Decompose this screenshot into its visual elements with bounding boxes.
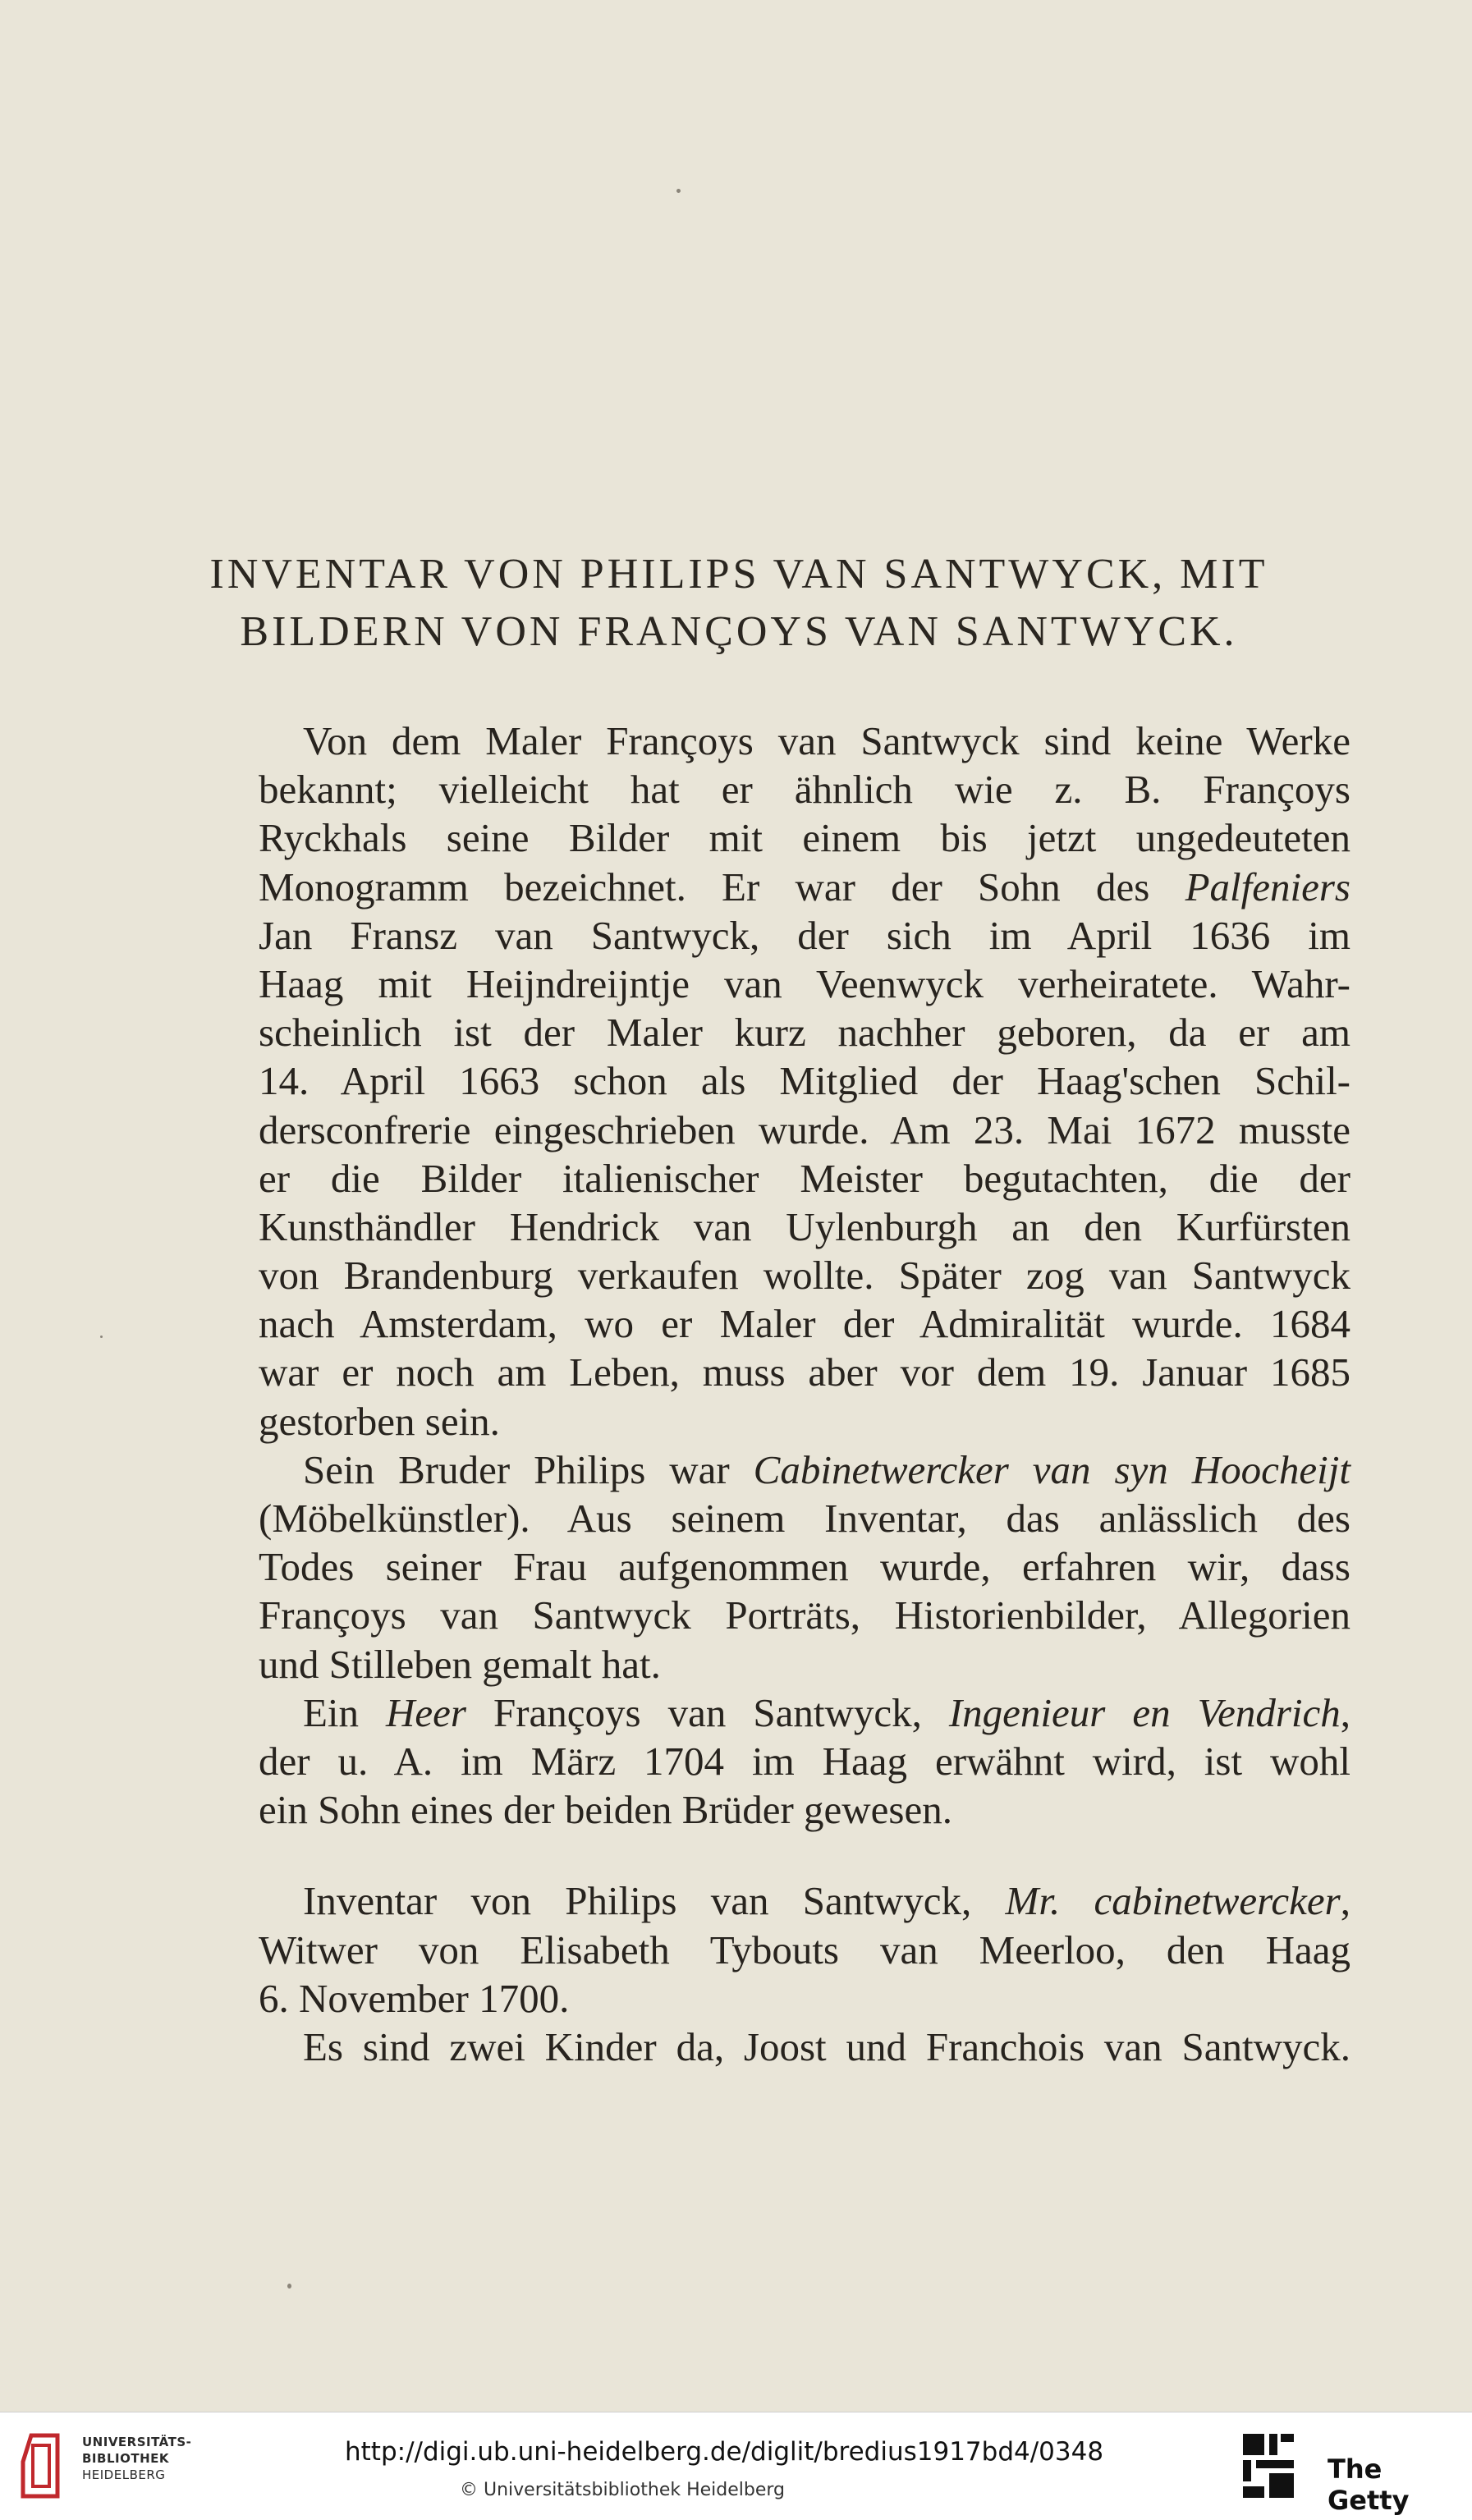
text-line: Von dem Maler Françoys van Santwyck sind keine Werke	[303, 718, 1350, 763]
text-run: Françoys van Santwyck,	[466, 1689, 949, 1735]
text-line: Haag mit Heijndreijntje van Veenwyck verheiratete. Wahr-	[259, 960, 1350, 1006]
text-line	[259, 1876, 1350, 1925]
italic-term: Cabinetwercker van syn Hoocheijt	[753, 1446, 1350, 1492]
paper-speck	[100, 1336, 103, 1338]
page-title-line-1: INVENTAR VON PHILIPS VAN SANTWYCK, MIT	[209, 551, 1268, 598]
text-line: 6. November 1700.	[259, 1975, 570, 2021]
paragraph-gap	[259, 1834, 1350, 1876]
italic-term: Ingenieur en Vendrich	[948, 1689, 1341, 1735]
text-line: gestorben sein.	[259, 1398, 500, 1444]
text-line	[259, 1446, 1350, 1494]
text-line: ein Sohn eines der beiden Brüder gewesen.	[259, 1787, 952, 1833]
italic-term: Palfeniers	[1185, 864, 1350, 909]
page-title-line-2: BILDERN VON FRANÇOYS VAN SANTWYCK.	[240, 608, 1238, 655]
text-line: Françoys van Santwyck Porträts, Historienbilder, Allegorien	[259, 1592, 1350, 1638]
text-line: (Möbelkünstler). Aus seinem Inventar, das anlässlich des	[259, 1496, 1350, 1541]
text-line: scheinlich ist der Maler kurz nachher geboren, da er am	[259, 1010, 1350, 1056]
text-run: ,	[1340, 1878, 1350, 1924]
text-line: der u. A. im März 1704 im Haag erwähnt wird, ist wohl	[259, 1738, 1350, 1784]
text-line: Kunsthändler Hendrick van Uylenburgh an den Kurfürsten	[259, 1203, 1350, 1249]
text-run: Inventar von Philips van Santwyck,	[303, 1878, 1006, 1924]
text-run: Sein Bruder Philips war	[303, 1446, 754, 1492]
paper-speck	[676, 189, 681, 193]
library-name	[82, 2434, 191, 2483]
text-line	[259, 863, 1350, 911]
body-text	[259, 717, 1350, 2071]
text-line: von Brandenburg verkaufen wollte. Später zog van Santwyck	[259, 1253, 1350, 1299]
text-line: nach Amsterdam, wo er Maler der Admiralität wurde. 1684	[259, 1301, 1350, 1347]
permalink-url[interactable]: http://digi.ub.uni-heidelberg.de/diglit/bredius1917bd4/0348	[345, 2437, 1104, 2467]
getty-logo-icon	[1240, 2431, 1297, 2504]
library-name-line: HEIDELBERG	[82, 2467, 166, 2482]
italic-term: Mr. cabinetwercker	[1005, 1878, 1341, 1924]
text-line: 14. April 1663 schon als Mitglied der Haag'schen Schil-	[259, 1058, 1350, 1104]
text-line: Todes seiner Frau aufgenommen wurde, erfahren wir, dass	[259, 1544, 1350, 1590]
text-line: Es sind zwei Kinder da, Joost und Franchois van Santwyck.	[303, 2023, 1350, 2069]
partner-name: The Getty	[1328, 2454, 1410, 2516]
library-name-line: UNIVERSITÄTS-	[82, 2435, 192, 2449]
ub-heidelberg-logo-icon	[16, 2429, 71, 2503]
paper-speck	[287, 2284, 291, 2289]
library-name-line: BIBLIOTHEK	[82, 2451, 169, 2466]
text-line: war er noch am Leben, muss aber vor dem 19. Januar 1685	[259, 1349, 1350, 1395]
text-line: Ryckhals seine Bilder mit einem bis jetzt ungedeuteten	[259, 815, 1350, 861]
text-line: bekannt; vielleicht hat er ähnlich wie z. B. Françoys	[259, 767, 1350, 813]
viewer-footer	[0, 2412, 1472, 2520]
text-run: Monogramm bezeichnet. Er war der Sohn des	[259, 864, 1185, 909]
copyright-notice: © Universitätsbibliothek Heidelberg	[460, 2480, 786, 2500]
text-line: Jan Fransz van Santwyck, der sich im April 1636 im	[259, 912, 1350, 958]
text-line: dersconfrerie eingeschrieben wurde. Am 23. Mai 1672 musste	[259, 1107, 1350, 1152]
italic-term: Heer	[386, 1689, 466, 1735]
text-run: ,	[1340, 1689, 1350, 1735]
text-line: und Stilleben gemalt hat.	[259, 1641, 661, 1687]
text-line: er die Bilder italienischer Meister begutachten, die der	[259, 1155, 1350, 1201]
text-run: Ein	[303, 1689, 387, 1735]
text-line	[259, 1688, 1350, 1737]
text-line: Witwer von Elisabeth Tybouts van Meerloo, den Haag	[259, 1927, 1350, 1972]
